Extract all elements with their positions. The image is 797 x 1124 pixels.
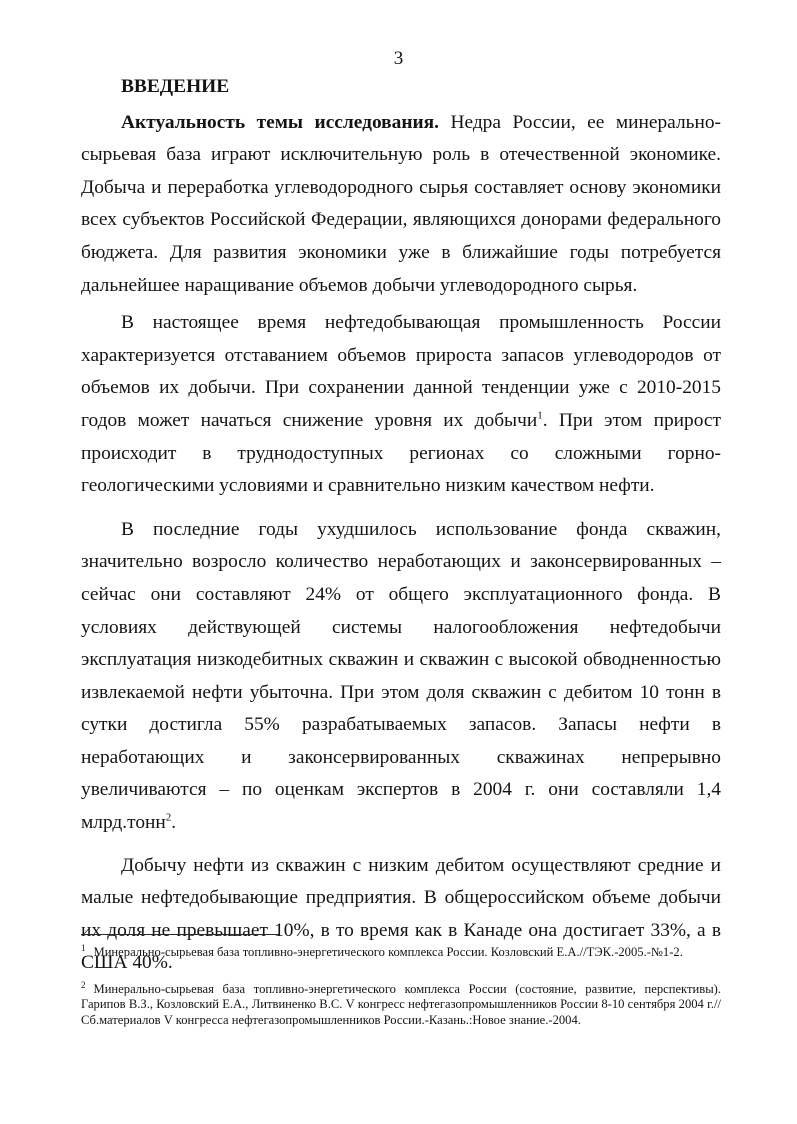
paragraph-reserves	[81, 307, 721, 503]
paragraph-text: В настоящее время нефтедобывающая промышленность России характеризуется отставанием объемов прироста запасов углеводородов от объемов их добычи. При сохранении данной тенденции уже с 2010-2015 годов может начаться снижение уровня их добычи	[81, 312, 721, 431]
paragraph-text: . При этом прирост происходит в труднодоступных регионах со сложными горно-геологическими условиями и сравнительно низким качеством нефти.	[81, 409, 721, 497]
paragraph-relevance	[81, 107, 721, 303]
footnote-1	[81, 942, 721, 960]
footnote-text: Минерально-сырьевая база топливно-энергетического комплекса России. Козловский Е.А.//ТЭК.-2005.-№1-2.	[93, 945, 683, 959]
paragraph-text: .	[171, 812, 177, 834]
footnote-reference[interactable]: 1	[537, 409, 543, 422]
footnote-separator	[81, 934, 279, 935]
paragraph-text: В последние годы ухудшилось использование фонда скважин, значительно возросло количество неработающих и законсервированных – сейчас они составляют 24% от общего эксплуатационного фонда. В условиях действующей системы налогообложения нефтедобычи эксплуатация низкодебитных скважин и скважин с высокой обводненностью извлекаемой нефти убыточна. При этом доля скважин с дебитом 10 тонн в сутки достигла 55% разрабатываемых запасов. Запасы нефти в неработающих и законсервированных скважинах непрерывно увеличиваются – по оценкам экспертов в 2004 г. они составляли 1,4 млрд.тонн	[81, 518, 721, 834]
paragraph-lead-phrase: Актуальность темы исследования.	[121, 111, 440, 133]
footnote-text: Минерально-сырьевая база топливно-энергетического комплекса России (состояние, развитие, перспективы). Гарипов В.З., Козловский Е.А., Литвиненко В.С. V конгресс нефтегазопромышленников России 8-10 сентября 2004 г.//Сб.материалов V конгресса нефтегазопромышленников России.-Казань.:Новое знание.-2004.	[81, 982, 721, 1027]
paragraph-well-stock	[81, 514, 721, 840]
main-text	[81, 71, 721, 980]
paragraph-text: Недра России, ее минерально-сырьевая база играют исключительную роль в отечественной экономике. Добыча и переработка углеводородного сырья составляет основу экономики всех субъектов Российской Федерации, являющихся донорами федерального бюджета. Для развития экономики уже в ближайшие годы потребуется дальнейшее наращивание объемов добычи углеводородного сырья.	[81, 111, 722, 296]
footnote-mark: 2	[81, 980, 86, 991]
footnote-2	[81, 982, 721, 1028]
footnote-mark: 1	[81, 942, 86, 953]
footnote-reference[interactable]: 2	[165, 811, 172, 824]
section-heading: ВВЕДЕНИЕ	[121, 76, 230, 97]
footnotes	[81, 942, 721, 1028]
paragraph-text: Добычу нефти из скважин с низким дебитом осуществляют средние и малые нефтедобывающие предприятия. В общероссийском объеме добычи их доля не превышает 10%, в то время как в Канаде она достигает 33%, а в США 40%.	[81, 854, 721, 974]
page-number: 3	[393, 48, 404, 69]
